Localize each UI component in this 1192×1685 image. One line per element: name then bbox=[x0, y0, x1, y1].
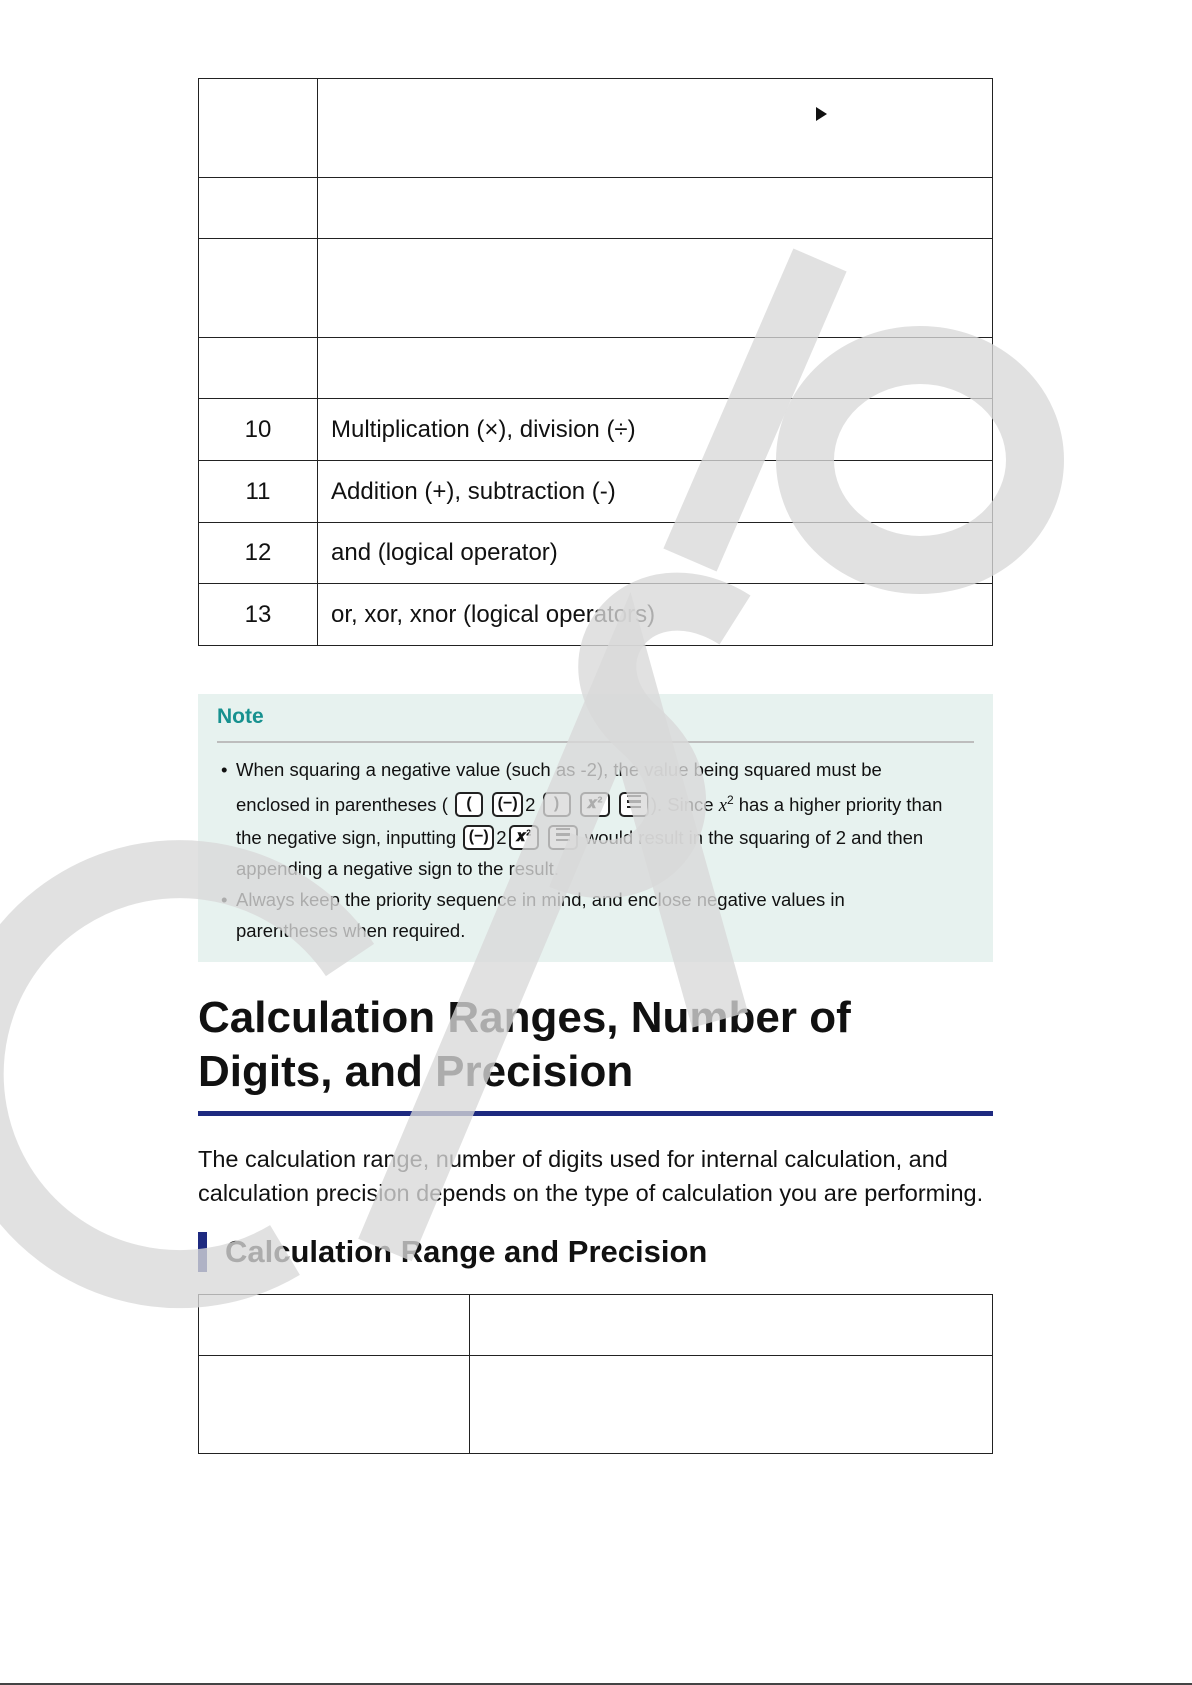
row-number: 12 bbox=[199, 523, 318, 584]
bullet: • bbox=[221, 889, 228, 911]
row-description: Multiplication (×), division (÷) bbox=[318, 399, 993, 461]
negative-key-icon: (−) bbox=[463, 825, 494, 850]
row-number bbox=[199, 239, 318, 338]
table-row bbox=[199, 1295, 993, 1356]
open-paren-key-icon: ( bbox=[455, 792, 483, 817]
note-box bbox=[198, 694, 993, 962]
row-number: 11 bbox=[199, 461, 318, 523]
section-title: Calculation Ranges, Number of Digits, and Precision bbox=[198, 991, 993, 1116]
row-description: or, xor, xnor (logical operators) bbox=[318, 584, 993, 646]
row-description bbox=[318, 79, 993, 178]
row-number bbox=[199, 338, 318, 399]
row-description: Addition (+), subtraction (-) bbox=[318, 461, 993, 523]
table-row bbox=[199, 523, 993, 584]
note-item: • Always keep the priority sequence in mind, and enclose negative values in parentheses when required. bbox=[217, 884, 974, 946]
row-description bbox=[318, 239, 993, 338]
table-cell bbox=[199, 1295, 470, 1356]
row-description bbox=[318, 338, 993, 399]
table-row bbox=[199, 584, 993, 646]
table-row bbox=[199, 338, 993, 399]
subsection-title: Calculation Range and Precision bbox=[198, 1232, 993, 1272]
close-paren-key-icon: ) bbox=[543, 792, 571, 817]
table-cell bbox=[470, 1356, 993, 1454]
note-list bbox=[217, 754, 974, 946]
table-row bbox=[199, 1356, 993, 1454]
equals-key-icon bbox=[619, 792, 649, 817]
table-row bbox=[199, 239, 993, 338]
note-item: • When squaring a negative value (such as -2), the value being squared must be enclosed in parentheses ( ( (−) 2 ) 𝒙² ). Since $x^2$ has a higher priority than the negative sign, inputting (−) 2 𝒙² would result in the squaring of 2 and then appending a negative sign to the result. bbox=[217, 754, 974, 884]
table-row bbox=[199, 399, 993, 461]
table-cell bbox=[199, 1356, 470, 1454]
bullet: • bbox=[221, 759, 228, 780]
x-squared-key-icon: 𝒙² bbox=[580, 792, 610, 817]
table-row bbox=[199, 178, 993, 239]
table-row bbox=[199, 79, 993, 178]
x-variable: x bbox=[718, 796, 727, 817]
row-description: and (logical operator) bbox=[318, 523, 993, 584]
play-arrow-icon bbox=[816, 107, 827, 121]
row-number bbox=[199, 178, 318, 239]
note-title: Note bbox=[217, 703, 974, 743]
equals-key-icon bbox=[548, 825, 578, 850]
table-cell bbox=[470, 1295, 993, 1356]
row-number bbox=[199, 79, 318, 178]
row-description bbox=[318, 178, 993, 239]
page-content bbox=[198, 78, 993, 1454]
row-number: 10 bbox=[199, 399, 318, 461]
negative-key-icon: (−) bbox=[492, 792, 523, 817]
x-squared-key-icon: 𝒙² bbox=[509, 825, 539, 850]
section-intro: The calculation range, number of digits used for internal calculation, and calculation precision depends on the type of calculation you are performing. bbox=[198, 1146, 984, 1207]
range-table bbox=[198, 1294, 993, 1454]
table-row bbox=[199, 461, 993, 523]
priority-table bbox=[198, 78, 993, 646]
row-number: 13 bbox=[199, 584, 318, 646]
